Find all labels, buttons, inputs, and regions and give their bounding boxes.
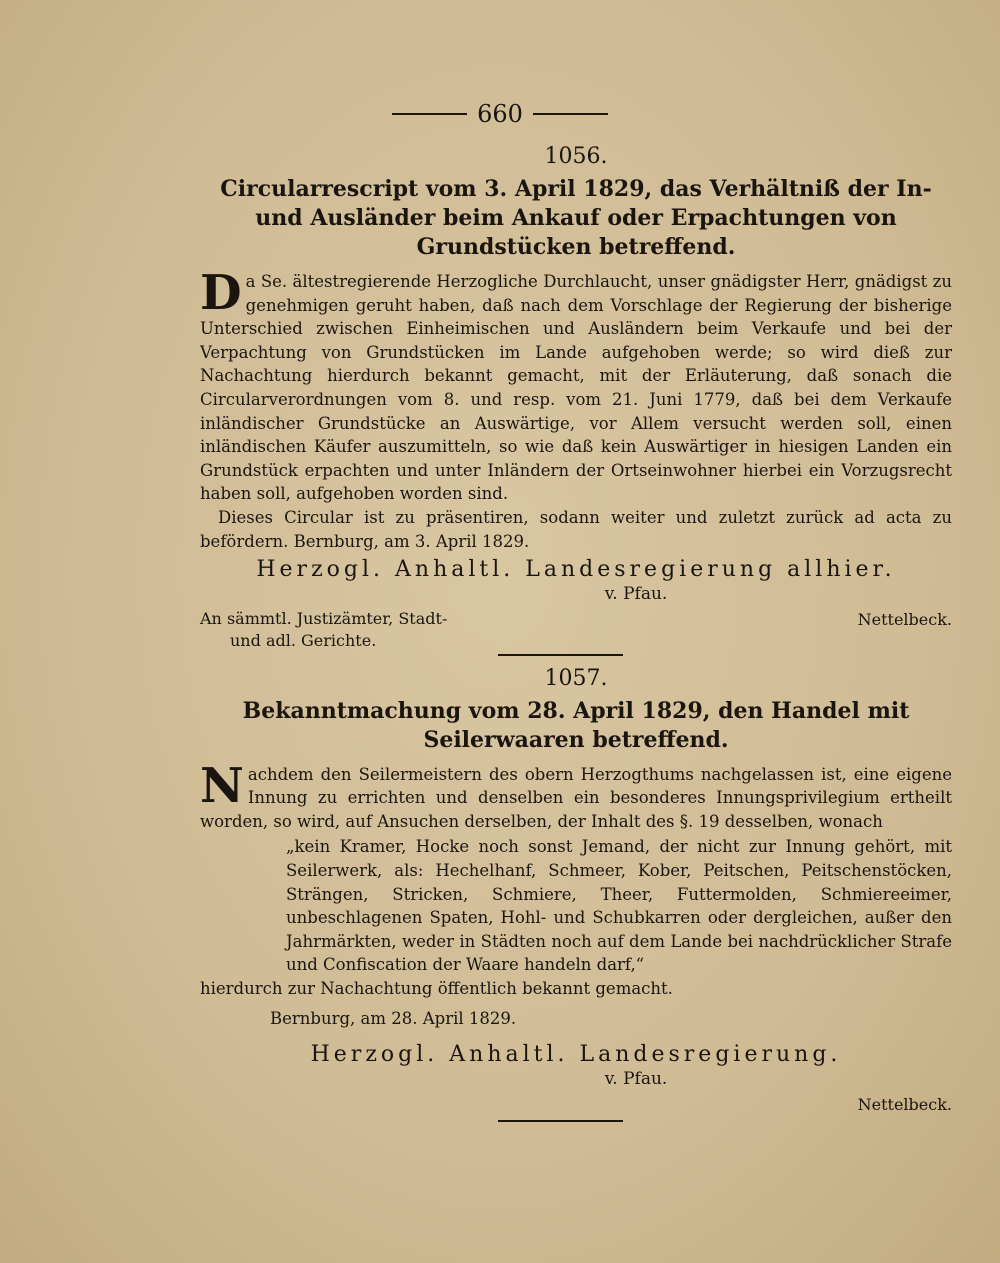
footer-row: [200, 604, 952, 652]
page-content: [200, 140, 952, 1122]
addressee-line-2: und adl. Gerichte.: [230, 631, 377, 651]
place-date: Bernburg, am 28. April 1829.: [270, 1008, 517, 1028]
document-1056: [200, 144, 952, 656]
signer-name: v. Pfau.: [604, 584, 668, 605]
clerk-name: Nettelbeck.: [857, 610, 952, 630]
section-divider: [498, 654, 623, 656]
addressee-line-1: An sämmtl. Justizämter, Stadt-: [200, 609, 448, 629]
document-body-continued: Dieses Circular ist zu präsentiren, sodann weiter und zuletzt zurück ad acta zu befördern. Bernburg, am 3. April 1829.: [200, 507, 952, 551]
addressee: [200, 608, 447, 652]
signature-authority: Herzogl. Anhaltl. Landesregierung.: [310, 1042, 842, 1068]
document-title: Circularrescript vom 3. April 1829, das Verhältniß der In- und Ausländer beim Ankauf oder Erpachtungen von Grundstücken betreffend.: [220, 176, 932, 260]
document-number: 1057.: [544, 665, 608, 691]
body-text: achdem den Seilermeistern des obern Herzogthums nachgelassen ist, eine eigene Innung zu errichten und denselben ein besonderes Innungsprivilegium ertheilt worden, so wird, auf Ansuchen derselben, der Inhalt des §. 19 desselben, wonach: [200, 764, 952, 831]
section-divider: [498, 1120, 623, 1122]
document-body: [200, 265, 952, 506]
document-title: Bekanntmachung vom 28. April 1829, den Handel mit Seilerwaaren betreffend.: [242, 697, 910, 753]
after-quote-text: hierdurch zur Nachachtung öffentlich bekannt gemacht.: [200, 978, 673, 998]
body-text: a Se. ältestregierende Herzogliche Durchlaucht, unser gnädigster Herr, gnädigst zu genehmigen geruht haben, daß nach dem Vorschlage der Regierung der bisherige Unterschied zwischen Einheimischen und Ausländern beim Verkaufe und bei der Verpachtung von Grundstücken im Lande aufgehoben werde; so wird dieß zur Nachachtung hierdurch bekannt gemacht, mit der Erläuterung, daß sonach die Circularverordnungen vom 8. und resp. vom 21. Juni 1779, daß bei dem Verkaufe inländischer Grundstücke an Auswärtige, vor Allem versucht werden soll, einen inländischen Käufer auszumitteln, so wie daß kein Auswärtiger in hiesigen Landen ein Grundstück erpachten und unter Inländern der Ortseinwohner hierbei ein Vorzugsrecht haben soll, aufgehoben worden sind.: [200, 272, 952, 504]
clerk-name: Nettelbeck.: [857, 1095, 952, 1115]
header-rule-left: [392, 113, 467, 115]
drop-cap: D: [200, 265, 242, 321]
document-number: 1056.: [544, 144, 608, 169]
document-body: [200, 757, 952, 834]
document-1057: [200, 666, 952, 1122]
signature-authority: Herzogl. Anhaltl. Landesregierung allhier.: [256, 557, 896, 583]
page-header: [0, 100, 1000, 128]
drop-cap: N: [200, 757, 244, 814]
quoted-statute: „kein Kramer, Hocke noch sonst Jemand, der nicht zur Innung gehört, mit Seilerwerk, als: Hechelhanf, Schmeer, Kober, Peitschen, Peitschenstöcken, Strängen, Stricken, Schmiere, Theer, Futtermolden, Schmiereeimer, unbeschlagenen Spaten, Hohl- und Schubkarren oder dergleichen, außer den Jahrmärkten, weder in Städten noch auf dem Lande bei nachdrücklicher Strafe und Confiscation der Waare handeln darf,“: [286, 837, 952, 975]
page-number: 660: [477, 100, 523, 128]
header-rule-right: [533, 113, 608, 115]
signer-name: v. Pfau.: [604, 1069, 668, 1090]
